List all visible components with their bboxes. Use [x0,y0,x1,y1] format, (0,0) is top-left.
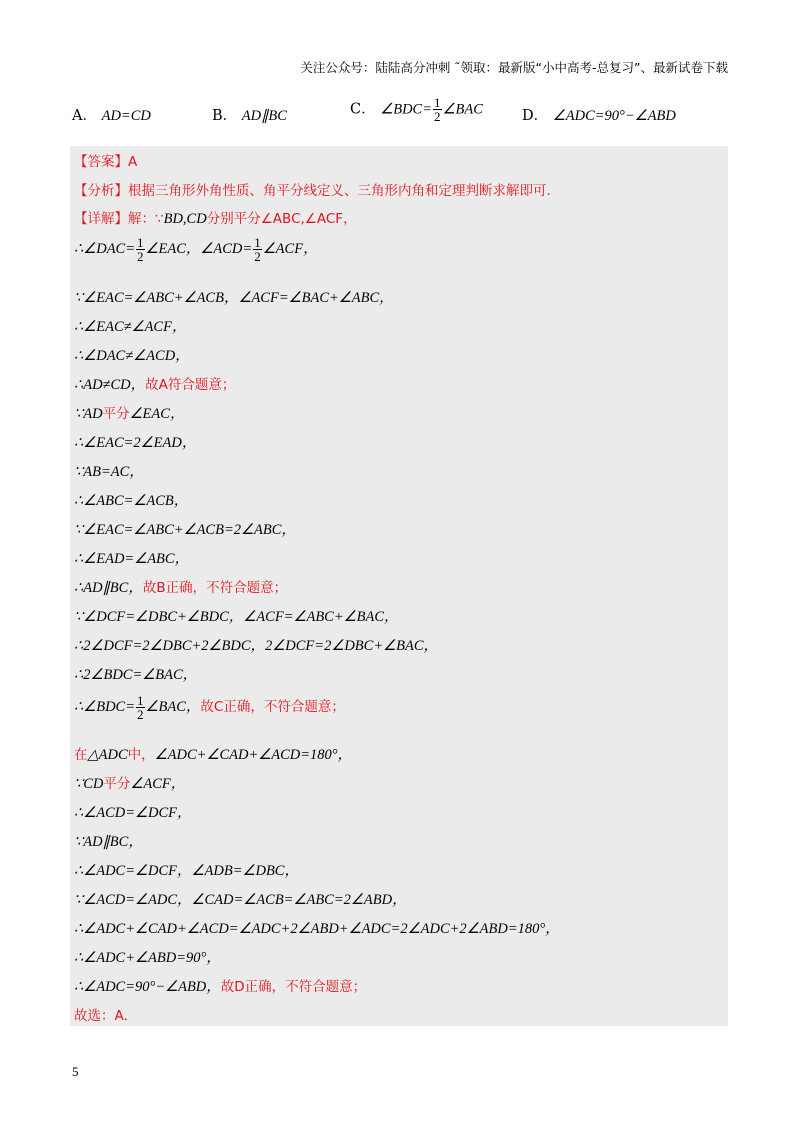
option-d [522,104,676,125]
option-c-expr-pre: ∠BDC= [380,101,433,118]
step-2: ∵∠EAC=∠ABC+∠ACB，∠ACF=∠BAC+∠ABC， [74,290,394,306]
step-16: ∴∠BDC= $\frac{1}{2}$ ∠BAC，故C正确，不符合题意； [74,693,345,722]
answer-line: 【答案】A [74,154,138,170]
step-20: ∵AD∥BC， [74,834,143,850]
option-c-expr-post: ∠BAC [442,101,483,118]
step-14: ∴2∠DCF=2∠DBC+2∠BDC，2∠DCF=2∠DBC+∠BAC， [74,638,438,654]
step-11: ∴∠EAD=∠ABC， [74,551,190,567]
option-c-label: C． [350,101,376,118]
step-7: ∴∠EAC=2∠EAD， [74,435,197,451]
step-15: ∴2∠BDC=∠BAC， [74,667,198,683]
step-18: ∵CD平分∠ACF， [74,776,186,792]
option-b [212,104,287,125]
option-a-label: A． [72,108,97,124]
step-3: ∴∠EAC≠∠ACF， [74,319,187,335]
option-b-label: B． [212,108,238,124]
step-10: ∵∠EAC=∠ABC+∠ACB=2∠ABC， [74,522,296,538]
step-5: ∴AD≠CD，故A符合题意； [74,377,236,393]
page-number: 5 [72,1064,79,1079]
step-22: ∵∠ACD=∠ADC，∠CAD=∠ACB=∠ABC=2∠ABD， [74,892,407,908]
solution-box [70,146,728,1026]
conclusion-line: 故选：A． [74,1008,138,1024]
step-13: ∵∠DCF=∠DBC+∠BDC，∠ACF=∠ABC+∠BAC， [74,609,399,625]
detail-line: 【详解】解：∵BD,CD分别平分∠ABC,∠ACF， [74,211,357,227]
option-d-expr: ∠ADC=90°−∠ABD [552,108,676,124]
step-21: ∴∠ADC=∠DCF，∠ADB=∠DBC， [74,863,299,879]
answer-options [72,95,728,134]
page-header: 关注公众号：陆陆高分冲刺 ˜领取：最新版“小中高考-总复习”、最新试卷下载 [300,60,728,75]
option-d-label: D． [522,108,549,124]
option-b-expr: AD∥BC [241,108,287,124]
step-24: ∴∠ADC+∠ABD=90°， [74,950,221,966]
option-a-expr: AD=CD [101,108,151,124]
step-6: ∵AD平分∠EAC， [74,406,185,422]
option-a [72,104,151,125]
step-9: ∴∠ABC=∠ACB， [74,493,189,509]
step-1: ∴∠DAC= $\frac{1}{2}$ ∠EAC，∠ACD= $\frac{1}{2}$ ∠ACF， [74,235,318,264]
step-17: 在△ADC中，∠ADC+∠CAD+∠ACD=180°， [74,747,353,763]
step-23: ∴∠ADC+∠CAD+∠ACD=∠ADC+2∠ABD+∠ADC=2∠ADC+2∠ABD=180°， [74,921,560,937]
step-8: ∵AB=AC， [74,464,144,480]
option-c [350,96,483,123]
analysis-line: 【分析】根据三角形外角性质、角平分线定义、三角形内角和定理判断求解即可． [74,183,560,199]
step-4: ∴∠DAC≠∠ACD， [74,348,190,364]
step-19: ∴∠ACD=∠DCF， [74,805,192,821]
option-c-fraction: $\frac{1}{2}$ [434,95,441,124]
step-12: ∴AD∥BC，故B正确，不符合题意； [74,580,288,596]
step-25: ∴∠ADC=90°−∠ABD，故D正确，不符合题意； [74,979,367,995]
